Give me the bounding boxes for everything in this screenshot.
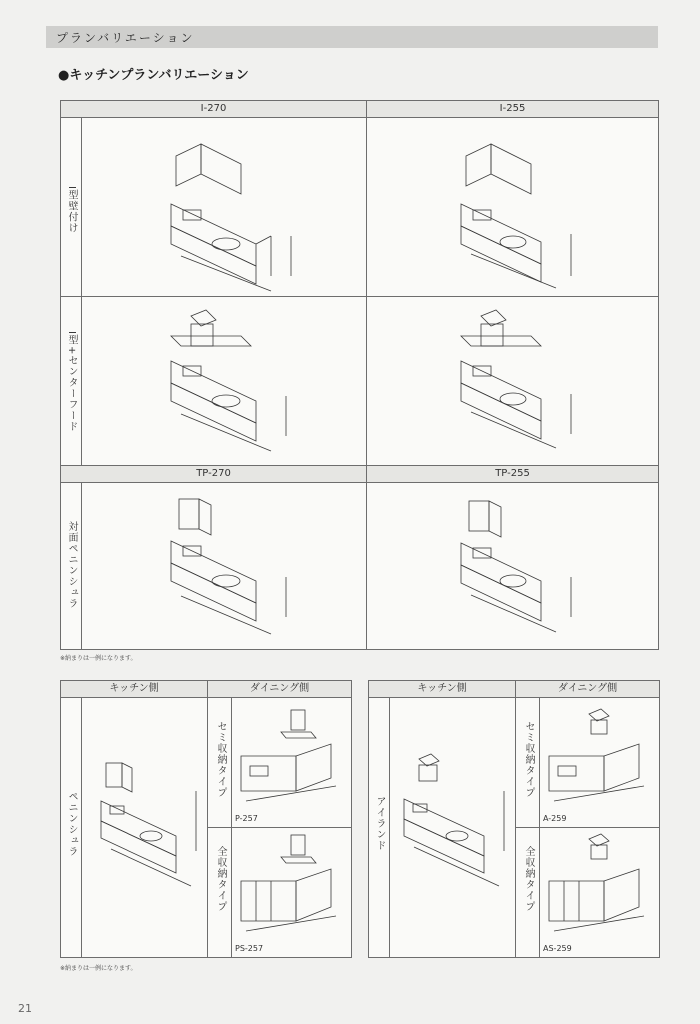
kitchen-drawing-tp270	[161, 491, 341, 641]
note-table-peninsula: ※納まりは一例になります。	[60, 965, 137, 972]
page-number: 21	[18, 1002, 32, 1015]
col-header-tp270: TP-270	[61, 466, 366, 483]
header-title: プランバリエーション	[56, 31, 195, 45]
row-label-peninsula: 対面ペニンシュラ	[66, 521, 77, 609]
note-table-main: ※納まりは一例になります。	[60, 655, 137, 662]
row-label-island: アイランド	[374, 796, 385, 851]
row-label-i-center-hood: I型+センターフード	[66, 331, 77, 433]
kitchen-drawing-i255-wall	[451, 126, 631, 291]
model-as259: AS-259	[543, 944, 572, 953]
header-kitchen-side-2: キッチン側	[369, 681, 515, 698]
header-band	[46, 26, 658, 48]
plan-table-peninsula	[60, 680, 352, 958]
header-dining-side: ダイニング側	[208, 681, 351, 698]
kitchen-drawing-island-full	[544, 831, 654, 941]
col-header-tp255: TP-255	[367, 466, 658, 483]
kitchen-drawing-i270-wall	[161, 126, 341, 291]
header-dining-side-2: ダイニング側	[516, 681, 659, 698]
sub-label-semi-storage: セミ収納タイプ	[215, 721, 226, 798]
kitchen-drawing-peninsula-full	[236, 831, 346, 941]
sub-label-full-storage-2: 全収納タイプ	[523, 846, 534, 912]
kitchen-drawing-peninsula-kitchen	[96, 751, 206, 891]
model-p257: P-257	[235, 814, 258, 823]
kitchen-drawing-i255-center	[451, 306, 631, 456]
kitchen-drawing-peninsula-semi	[236, 706, 346, 816]
header-kitchen-side: キッチン側	[61, 681, 207, 698]
model-ps257: PS-257	[235, 944, 264, 953]
plan-table-main	[60, 100, 659, 650]
kitchen-drawing-island-semi	[544, 706, 654, 816]
kitchen-drawing-tp255	[451, 491, 631, 641]
model-a259: A-259	[543, 814, 567, 823]
col-header-i255: I-255	[367, 101, 658, 118]
col-header-i270: I-270	[61, 101, 366, 118]
plan-table-island	[368, 680, 660, 958]
sub-label-full-storage: 全収納タイプ	[215, 846, 226, 912]
row-label-peninsula-2: ペニンシュラ	[66, 791, 77, 857]
kitchen-drawing-island-kitchen	[399, 751, 514, 891]
row-label-i-wall: I型壁付け	[66, 186, 77, 234]
sub-label-semi-storage-2: セミ収納タイプ	[523, 721, 534, 798]
section-title: ●キッチンプランバリエーション	[58, 68, 249, 83]
kitchen-drawing-i270-center	[161, 306, 341, 456]
